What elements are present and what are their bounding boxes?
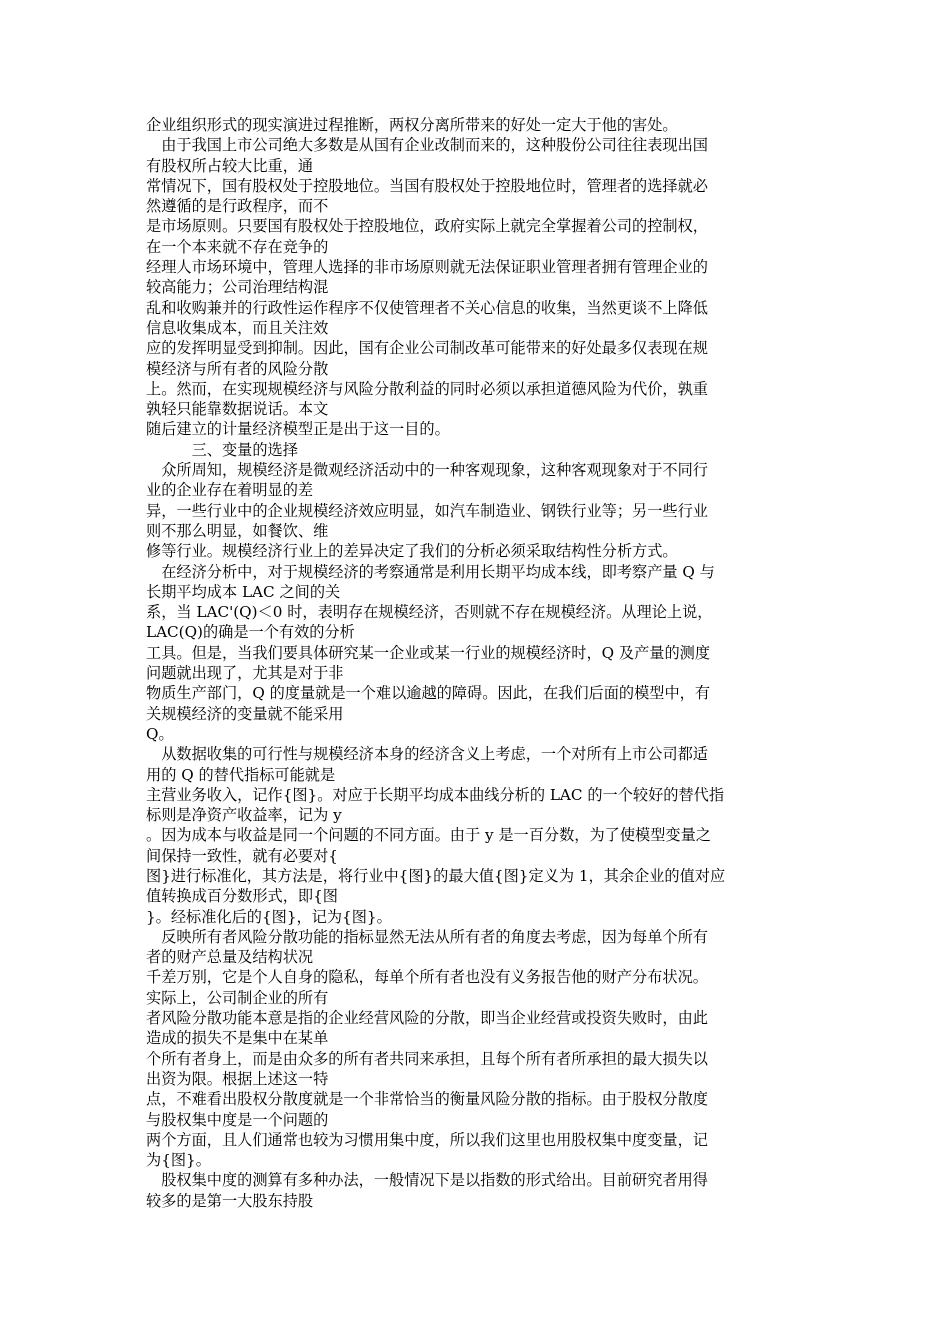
text-line: 随后建立的计量经济模型正是出于这一目的。 xyxy=(146,420,450,439)
text-line: 与股权集中度是一个问题的 xyxy=(146,1110,329,1129)
text-line: 物质生产部门，Q 的度量就是一个难以逾越的障碍。因此，在我们后面的模型中，有 xyxy=(146,684,711,703)
text-line: 应的发挥明显受到抑制。因此，国有企业公司制改革可能带来的好处最多仅表现在规 xyxy=(146,339,708,358)
text-line: Q。 xyxy=(146,724,174,743)
text-line: 千差万别，它是个人自身的隐私，每单个所有者也没有义务报告他的财产分布状况。 xyxy=(146,968,708,987)
text-line: 从数据收集的可行性与规模经济本身的经济含义上考虑，一个对所有上市公司都适 xyxy=(146,745,708,764)
text-line: 业的企业存在着明显的差 xyxy=(146,481,314,500)
text-line: 为{图}。 xyxy=(146,1151,211,1170)
text-line: 造成的损失不是集中在某单 xyxy=(146,1029,329,1048)
text-line: 者风险分散功能本意是指的企业经营风险的分散，即当企业经营或投资失败时，由此 xyxy=(146,1009,708,1028)
text-line: 在经济分析中，对于规模经济的考察通常是利用长期平均成本线，即考察产量 Q 与 xyxy=(146,562,715,581)
text-line: 较多的是第一大股东持股 xyxy=(146,1191,314,1210)
text-line: 上。然而，在实现规模经济与风险分散利益的同时必须以承担道德风险为代价，孰重 xyxy=(146,379,708,398)
text-line: 标则是净资产收益率，记为 y xyxy=(146,806,342,825)
text-line: 实际上，公司制企业的所有 xyxy=(146,988,329,1007)
text-line: 孰轻只能靠数据说话。本文 xyxy=(146,400,329,419)
text-line: 反映所有者风险分散功能的指标显然无法从所有者的角度去考虑，因为每单个所有 xyxy=(146,927,708,946)
text-line: 由于我国上市公司绝大多数是从国有企业改制而来的，这种股份公司往往表现出国 xyxy=(146,136,708,155)
text-line: 乱和收购兼并的行政性运作程序不仅使管理者不关心信息的收集，当然更谈不上降低 xyxy=(146,298,708,317)
text-line: 用的 Q 的替代指标可能就是 xyxy=(146,765,336,784)
text-line: LAC(Q)的确是一个有效的分析 xyxy=(146,623,355,642)
text-line: 常情况下，国有股权处于控股地位。当国有股权处于控股地位时，管理者的选择就必 xyxy=(146,176,708,195)
text-line: }。经标准化后的{图}，记为{图}。 xyxy=(146,907,392,926)
text-line: 企业组织形式的现实演进过程推断，两权分离所带来的好处一定大于他的害处。 xyxy=(146,116,678,134)
text-line: 两个方面，且人们通常也较为习惯用集中度，所以我们这里也用股权集中度变量，记 xyxy=(146,1130,708,1149)
text-line: 。因为成本与收益是同一个问题的不同方面。由于 y 是一百分数，为了使模型变量之 xyxy=(146,826,711,845)
text-line: 是市场原则。只要国有股权处于控股地位，政府实际上就完全掌握着公司的控制权， xyxy=(146,217,708,236)
text-line: 者的财产总量及结构状况 xyxy=(146,948,314,967)
text-line: 间保持一致性，就有必要对{ xyxy=(146,846,338,865)
document-body xyxy=(146,115,808,1211)
text-line: 点，不难看出股权分散度就是一个非常恰当的衡量风险分散的指标。由于股权分散度 xyxy=(146,1090,708,1109)
text-line: 工具。但是，当我们要具体研究某一企业或某一行业的规模经济时，Q 及产量的测度 xyxy=(146,643,711,662)
text-line: 关规模经济的变量就不能采用 xyxy=(146,704,344,723)
text-line: 模经济与所有者的风险分散 xyxy=(146,359,329,378)
text-line: 长期平均成本 LAC 之间的关 xyxy=(146,582,341,601)
text-line: 系，当 LAC'(Q)＜0 时，表明存在规模经济，否则就不存在规模经济。从理论上说， xyxy=(146,603,713,622)
text-line: 个所有者身上，而是由众多的所有者共同来承担，且每个所有者所承担的最大损失以 xyxy=(146,1049,708,1068)
text-line: 然遵循的是行政程序，而不 xyxy=(146,197,329,216)
text-line: 问题就出现了，尤其是对于非 xyxy=(146,664,344,683)
text-line: 三、变量的选择 xyxy=(146,440,298,459)
text-line: 有股权所占较大比重，通 xyxy=(146,156,314,175)
text-line: 股权集中度的测算有多种办法，一般情况下是以指数的形式给出。目前研究者用得 xyxy=(146,1171,708,1190)
text-line: 较高能力；公司治理结构混 xyxy=(146,278,329,297)
text-line: 值转换成百分数形式，即{图 xyxy=(146,887,338,906)
text-line: 修等行业。规模经济行业上的差异决定了我们的分析必须采取结构性分析方式。 xyxy=(146,542,678,561)
text-line: 则不那么明显，如餐饮、维 xyxy=(146,521,329,540)
text-line: 信息收集成本，而且关注效 xyxy=(146,318,329,337)
text-line: 主营业务收入，记作{图}。对应于长期平均成本曲线分析的 LAC 的一个较好的替代指 xyxy=(146,785,725,804)
text-line: 众所周知，规模经济是微观经济活动中的一种客观现象，这种客观现象对于不同行 xyxy=(146,461,708,480)
text-line: 异，一些行业中的企业规模经济效应明显，如汽车制造业、钢铁行业等；另一些行业 xyxy=(146,501,708,520)
text-line: 出资为限。根据上述这一特 xyxy=(146,1069,329,1088)
text-line: 在一个本来就不存在竞争的 xyxy=(146,237,329,256)
text-line: 经理人市场环境中，管理人选择的非市场原则就无法保证职业管理者拥有管理企业的 xyxy=(146,258,708,277)
text-line: 图}进行标准化，其方法是，将行业中{图}的最大值{图}定义为 1，其余企业的值对应 xyxy=(146,866,726,885)
